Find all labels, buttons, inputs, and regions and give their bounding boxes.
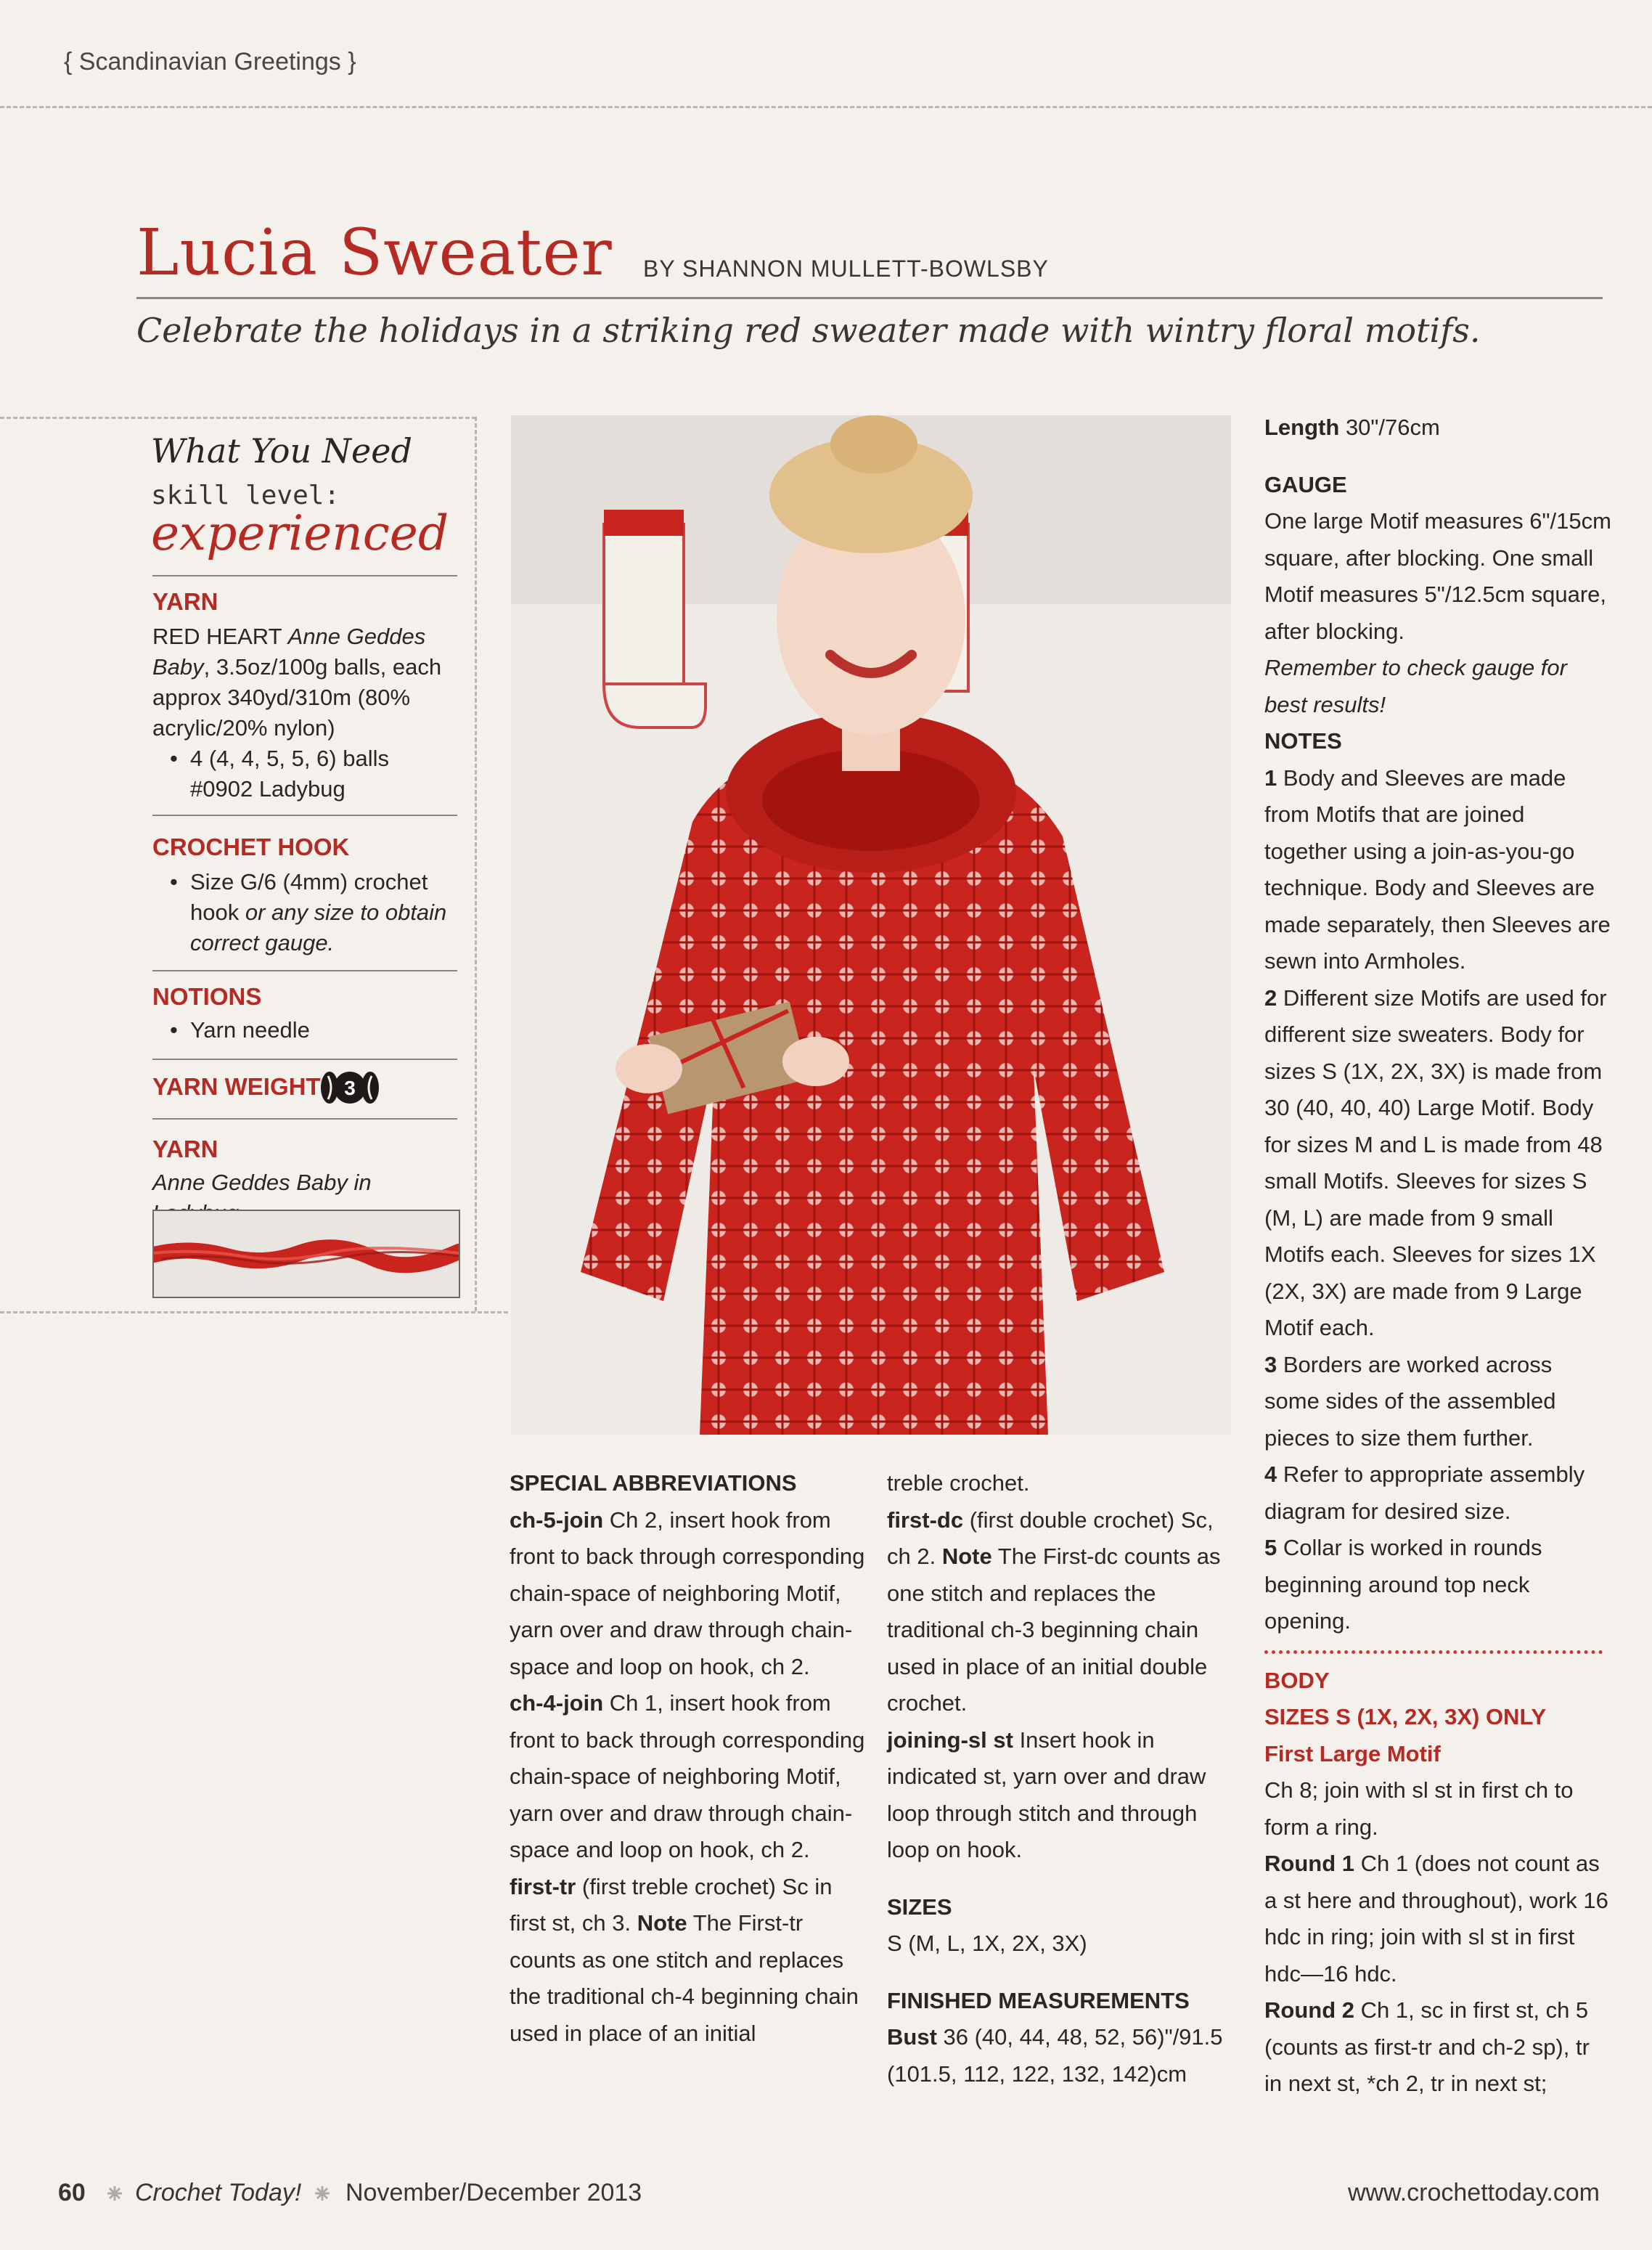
yarn-swatch-image <box>152 1210 460 1298</box>
note-number: 1 <box>1264 765 1277 791</box>
body-heading: BODY <box>1264 1667 1330 1693</box>
definition: Ch 1, insert hook from front to back through corresponding chain-space of neighboring Motif, yarn over and draw through chain-space and loop on hook, ch 2. <box>510 1690 865 1862</box>
publication-name: Crochet Today! <box>135 2179 302 2206</box>
term: ch-4-join <box>510 1690 604 1716</box>
issue-date: November/December 2013 <box>345 2179 642 2206</box>
abbr-ch5-join <box>510 1502 865 1686</box>
note-5 <box>1264 1530 1613 1640</box>
note-text: Collar is worked in rounds beginning around top neck opening. <box>1264 1535 1542 1634</box>
motif-intro: Ch 8; join with sl st in first ch to form a ring. <box>1264 1777 1574 1840</box>
divider <box>152 970 457 971</box>
website-url[interactable]: www.crochettoday.com <box>1347 2179 1600 2206</box>
term: first-dc <box>887 1507 964 1533</box>
note-number: 5 <box>1264 1535 1277 1560</box>
round-2 <box>1264 1992 1613 2103</box>
gauge-heading: GAUGE <box>1264 471 1347 497</box>
length-value: 30"/76cm <box>1345 415 1440 440</box>
definition: Ch 2, insert hook from front to back through corresponding chain-space of neighboring Motif, yarn over and draw through chain-space and loop on hook, ch 2. <box>510 1507 865 1679</box>
snowflake-icon <box>106 2185 123 2202</box>
abbr-first-dc <box>887 1502 1228 1722</box>
length-measurement <box>1264 409 1613 447</box>
article-subtitle: Celebrate the holidays in a striking red sweater made with wintry floral motifs. <box>136 311 1481 350</box>
notions-description <box>152 1015 457 1045</box>
divider <box>152 815 457 816</box>
header-divider <box>0 106 1652 108</box>
bust-value: 36 (40, 44, 48, 52, 56)"/91.5 (101.5, 112, 122, 132, 142)cm <box>887 2024 1223 2087</box>
note-label: Note <box>637 1910 687 1936</box>
yarn-quantity: • 4 (4, 4, 5, 5, 6) balls #0902 Ladybug <box>152 743 457 804</box>
sidebar-right-divider <box>475 417 477 1311</box>
hook-heading: CROCHET HOOK <box>152 833 350 860</box>
yarn-weight-value: 3 <box>344 1077 356 1099</box>
sizes-heading: SIZES <box>887 1894 952 1920</box>
yarn-details: , 3.5oz/100g balls, each approx 340yd/310m (80% acrylic/20% nylon) <box>152 654 442 741</box>
continued-text: treble crochet. <box>887 1470 1030 1496</box>
gauge-reminder: Remember to check gauge for best results! <box>1264 655 1567 717</box>
abbreviations-heading: SPECIAL ABBREVIATIONS <box>510 1470 797 1496</box>
article-title: Lucia Sweater <box>136 215 613 290</box>
instructions-column-3 <box>1264 409 1613 2103</box>
notes-heading: NOTES <box>1264 728 1342 754</box>
what-you-need-box <box>136 417 474 1310</box>
instructions-column-2 <box>887 1465 1228 2092</box>
note-number: 4 <box>1264 1462 1277 1487</box>
note-3 <box>1264 1347 1613 1457</box>
bust-measurement <box>887 2019 1228 2092</box>
term: joining-sl st <box>887 1727 1013 1753</box>
hook-size: Size G/6 (4mm) crochet hook <box>190 869 428 925</box>
note-text: Refer to appropriate assembly diagram for desired size. <box>1264 1462 1585 1524</box>
round-1 <box>1264 1846 1613 1992</box>
note-text: Body and Sleeves are made from Motifs that are joined together using a join-as-you-go technique. Body and Sleeves are made separately, then Sleeves are sewn into Armholes. <box>1264 765 1611 974</box>
term: first-tr <box>510 1873 576 1899</box>
sizes-only-heading: SIZES S (1X, 2X, 3X) ONLY <box>1264 1704 1547 1729</box>
sizes-text: S (M, L, 1X, 2X, 3X) <box>887 1931 1087 1956</box>
snowflake-icon <box>314 2185 331 2202</box>
definition: (first treble crochet) Sc in first st, ch 3. <box>510 1873 833 1936</box>
article-byline: BY SHANNON MULLETT-BOWLSBY <box>643 256 1049 282</box>
hook-description <box>152 867 457 958</box>
hook-note: or any size to obtain correct gauge. <box>190 900 447 955</box>
length-label: Length <box>1264 415 1340 440</box>
yarn-brand: RED HEART <box>152 624 282 649</box>
page-number: 60 <box>58 2179 86 2206</box>
section-tag: { Scandinavian Greetings } <box>64 48 356 76</box>
definition: (first double crochet) Sc, ch 2. <box>887 1507 1214 1569</box>
yarn-heading: YARN <box>152 588 218 615</box>
note-text: The First-tr counts as one stitch and replaces the traditional ch-4 beginning chain used in place of an initial <box>510 1910 859 2046</box>
divider <box>152 575 457 576</box>
round-text: Ch 1 (does not count as a st here and throughout), work 16 hdc in ring; join with sl st in first hdc—16 hdc. <box>1264 1851 1608 1986</box>
notions-bullet: • Yarn needle <box>152 1015 457 1045</box>
title-rule <box>136 297 1603 299</box>
sweater-photo <box>511 415 1231 1435</box>
divider <box>152 1118 457 1120</box>
note-1 <box>1264 760 1613 980</box>
skill-level-label: skill level: <box>151 481 340 510</box>
term: ch-5-join <box>510 1507 604 1533</box>
abbr-ch4-join <box>510 1685 865 1869</box>
swatch-caption: Anne Geddes Baby in <box>152 1170 372 1195</box>
note-label: Note <box>941 1544 992 1569</box>
hook-bullet <box>152 867 457 958</box>
sidebar-bottom-divider <box>0 1311 508 1313</box>
yarn-weight-3-icon <box>319 1069 380 1106</box>
bust-label: Bust <box>887 2024 937 2050</box>
instructions-column-1 <box>510 1465 865 2052</box>
definition: Insert hook in indicated st, yarn over and draw loop through stitch and through loop on hook. <box>887 1727 1206 1862</box>
abbr-first-tr <box>510 1869 865 2053</box>
yarn-weight-heading: YARN WEIGHT <box>152 1073 321 1100</box>
round-label: Round 2 <box>1264 1997 1354 2023</box>
skill-level-value: experienced <box>151 505 449 561</box>
yarn-description <box>152 621 457 804</box>
yarn-name: Anne Geddes Baby <box>152 624 426 680</box>
notions-heading: NOTIONS <box>152 983 262 1010</box>
section-divider <box>1264 1650 1603 1654</box>
note-text: Different size Motifs are used for different size sweaters. Body for sizes S (1X, 2X, 3X) is made from 30 (40, 40, 40) Large Motif. Body for sizes M and L is made from 48 small Motifs. Sleeves for sizes S (M, L) are made from 9 small Motifs each. Sleeves for sizes 1X (2X, 3X) are made from 9 Large Motif each. <box>1264 985 1607 1340</box>
what-you-need-heading: What You Need <box>151 431 412 470</box>
round-text: Ch 1, sc in first st, ch 5 (counts as first-tr and ch-2 sp), tr in next st, *ch 2, tr in next st; <box>1264 1997 1590 2096</box>
divider <box>152 1059 457 1060</box>
note-4 <box>1264 1456 1613 1530</box>
swatch-heading: YARN <box>152 1136 218 1162</box>
first-large-motif-heading: First Large Motif <box>1264 1740 1441 1766</box>
note-text: The First-dc counts as one stitch and replaces the traditional ch-3 beginning chain used in place of an initial double crochet. <box>887 1544 1221 1716</box>
finished-measurements-heading: FINISHED MEASUREMENTS <box>887 1987 1190 2013</box>
note-2 <box>1264 980 1613 1347</box>
abbr-joining-sl-st <box>887 1722 1228 1869</box>
round-label: Round 1 <box>1264 1851 1354 1876</box>
gauge-text: One large Motif measures 6"/15cm square, after blocking. One small Motif measures 5"/12.5cm square, after blocking. <box>1264 508 1611 644</box>
note-number: 2 <box>1264 985 1277 1011</box>
note-number: 3 <box>1264 1351 1277 1377</box>
note-text: Borders are worked across some sides of the assembled pieces to size them further. <box>1264 1351 1556 1451</box>
